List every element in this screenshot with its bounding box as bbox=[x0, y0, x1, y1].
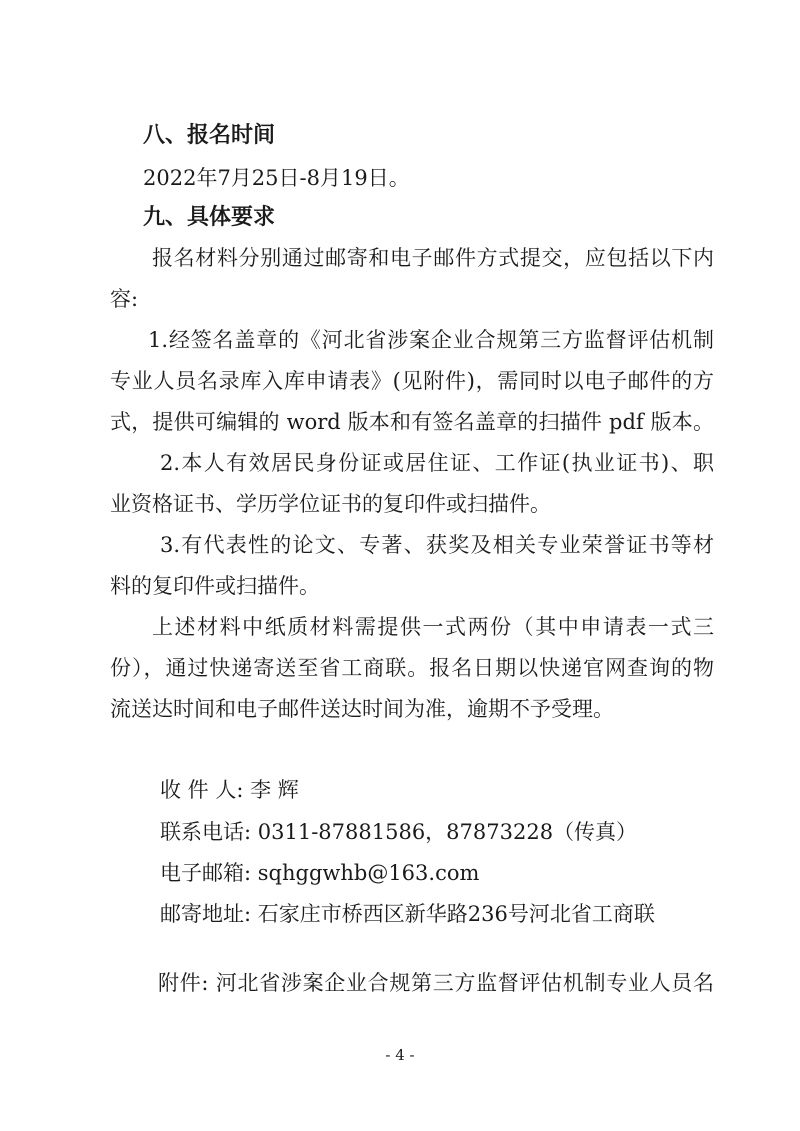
contact-recipient: 收 件 人: 李 辉 bbox=[160, 778, 299, 802]
note-line-2: 份），通过快递寄送至省工商联。报名日期以快递官网查询的物 bbox=[110, 656, 714, 680]
page-number: - 4 - bbox=[385, 1046, 415, 1064]
note-line-3: 流送达时间和电子邮件送达时间为准，逾期不予受理。 bbox=[110, 697, 614, 721]
item2-line-1: 2.本人有效居民身份证或居住证、工作证(执业证书)、职 bbox=[160, 451, 714, 475]
item3-line-2: 料的复印件或扫描件。 bbox=[110, 574, 320, 598]
contact-email: 电子邮箱: sqhggwhb@163.com bbox=[160, 861, 480, 885]
section8-date: 2022年7月25日-8月19日。 bbox=[143, 166, 410, 190]
intro-line-1: 报名材料分别通过邮寄和电子邮件方式提交，应包括以下内 bbox=[152, 246, 714, 270]
item1-line-1: 1.经签名盖章的《河北省涉案企业合规第三方监督评估机制 bbox=[148, 328, 714, 352]
attachment-line: 附件: 河北省涉案企业合规第三方监督评估机制专业人员名 bbox=[158, 971, 714, 995]
intro-line-2: 容: bbox=[110, 287, 139, 311]
contact-address: 邮寄地址: 石家庄市桥西区新华路236号河北省工商联 bbox=[160, 902, 655, 926]
item2-line-2: 业资格证书、学历学位证书的复印件或扫描件。 bbox=[110, 492, 551, 516]
note-line-1: 上述材料中纸质材料需提供一式两份（其中申请表一式三 bbox=[152, 615, 714, 639]
item1-line-2: 专业人员名录库入库申请表》(见附件)，需同时以电子邮件的方 bbox=[110, 369, 714, 393]
section8-heading: 八、报名时间 bbox=[143, 123, 276, 148]
item1-line-3: 式，提供可编辑的 word 版本和有签名盖章的扫描件 pdf 版本。 bbox=[110, 410, 714, 434]
item3-line-1: 3.有代表性的论文、专著、获奖及相关专业荣誉证书等材 bbox=[160, 533, 714, 557]
contact-phone: 联系电话: 0311-87881586，87873228（传真） bbox=[160, 820, 638, 844]
section9-heading: 九、具体要求 bbox=[143, 205, 276, 230]
